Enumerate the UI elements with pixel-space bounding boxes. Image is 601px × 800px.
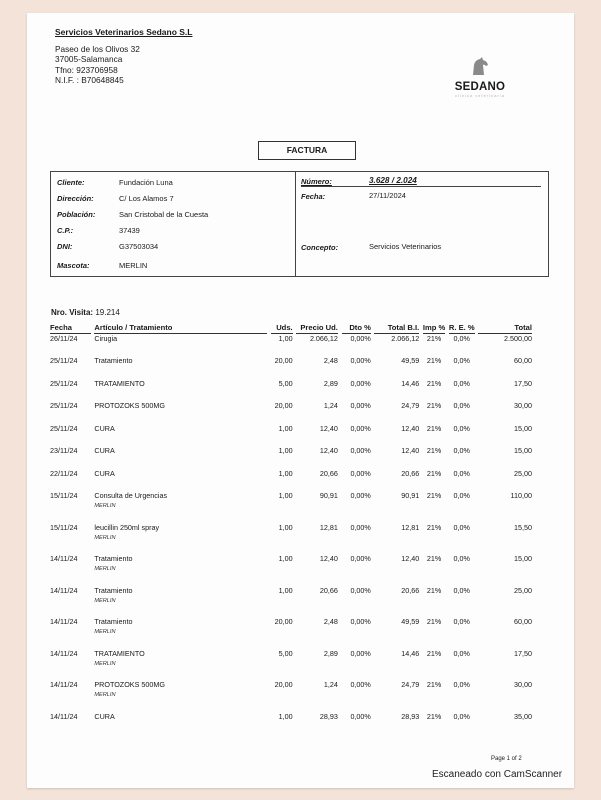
cell-uds: 1,00 [278,423,293,433]
cell-articulo [94,334,267,357]
cell-articulo [94,586,267,618]
item-description: Tratamiento [94,585,133,595]
cell-dto: 0,00% [350,401,371,410]
item-pet-name: MERLIN [94,503,116,509]
header-articulo: Artículo / Tratamiento [94,323,267,334]
cell-dto: 0,00% [350,680,371,689]
cell-re: 0,0% [453,356,470,365]
item-description: PROTOZOKS 500MG [94,401,165,410]
cell-articulo [94,680,267,712]
direccion-value: C/ Los Alamos 7 [119,194,174,203]
page-indicator: Page 1 of 2 [491,756,522,762]
cell-re: 0,0% [453,680,470,689]
cell-total: 2.500,00 [504,334,532,343]
cell-total: 15,00 [514,446,532,455]
cell-fecha: 25/11/24 [50,401,78,410]
concepto-label: Concepto: [301,243,339,252]
cell-uds: 1,00 [278,446,293,455]
cell-precio: 2,89 [323,648,338,658]
item-description: leucillin 250ml spray [94,522,160,532]
cell-uds: 1,00 [278,711,293,721]
horse-logo-icon [469,56,491,76]
cell-precio: 2,48 [323,617,338,626]
cell-imp: 21% [426,648,442,658]
item-description: PROTOZOKS 500MG [94,680,165,689]
cell-total-bi: 2.066,12 [391,334,420,343]
cell-re: 0,0% [453,378,470,388]
cell-imp: 21% [426,554,442,563]
table-row [50,446,532,469]
cell-fecha: 14/11/24 [50,585,78,595]
header-re: R. E. % [448,323,475,332]
cell-precio: 12,40 [319,554,338,563]
cliente-value: Fundación Luna [119,178,173,187]
mascota-label: Mascota: [57,261,90,270]
cell-total: 17,50 [514,378,532,388]
cell-uds: 5,00 [278,378,293,388]
cell-total: 15,00 [514,423,532,433]
cell-imp: 21% [426,617,442,626]
item-description: TRATAMIENTO [94,648,145,658]
cell-fecha: 14/11/24 [50,680,78,689]
table-row [50,334,532,357]
cell-fecha: 23/11/24 [50,446,78,455]
cell-articulo [94,712,267,735]
table-row [50,680,532,712]
cell-total: 15,00 [514,554,532,563]
item-pet-name: MERLIN [94,597,116,604]
cell-total: 110,00 [510,491,532,500]
cell-precio: 28,93 [319,711,338,721]
cell-articulo [94,356,267,379]
item-description: Tratamiento [94,554,133,563]
cell-uds: 1,00 [278,334,293,343]
cell-imp: 21% [426,468,442,478]
document-title: FACTURA [258,141,356,160]
cell-articulo [94,617,267,649]
cell-dto: 0,00% [350,585,371,595]
cell-total-bi: 49,59 [401,617,420,626]
cell-total: 35,00 [514,711,532,721]
cell-fecha: 25/11/24 [50,423,78,433]
cell-re: 0,0% [453,522,470,532]
cell-fecha: 15/11/24 [50,491,78,500]
table-row [50,401,532,424]
cell-total: 30,00 [514,401,532,410]
item-description: CURA [94,711,115,721]
cell-imp: 21% [426,585,442,595]
cell-articulo [94,554,267,586]
cell-fecha: 26/11/24 [50,334,78,343]
cell-total-bi: 12,81 [401,522,420,532]
cell-total-bi: 28,93 [401,711,420,721]
table-row [50,424,532,447]
cell-total: 60,00 [514,356,532,365]
cell-dto: 0,00% [350,554,371,563]
cell-precio: 12,81 [319,522,338,532]
cell-imp: 21% [426,680,442,689]
visit-label: Nro. Visita: [51,308,94,317]
numero-underline [301,186,541,187]
cell-imp: 21% [426,446,442,455]
cell-total-bi: 12,40 [401,423,420,433]
cell-precio: 1,24 [323,401,338,410]
header-total: Total [478,323,532,334]
item-pet-name: MERLIN [94,534,116,541]
cell-re: 0,0% [453,423,470,433]
cell-precio: 12,40 [319,446,338,455]
logo-brand: SEDANO [454,81,506,93]
cell-total-bi: 12,40 [401,554,420,563]
scanner-watermark: Escaneado con CamScanner [432,769,563,780]
cell-total: 25,00 [514,585,532,595]
cell-dto: 0,00% [350,423,371,433]
mascota-value: MERLIN [119,261,148,270]
cell-articulo [94,523,267,555]
cell-re: 0,0% [453,554,470,563]
cell-imp: 21% [426,522,442,532]
dni-value: G37503034 [119,242,159,251]
cell-articulo [94,469,267,492]
cp-value: 37439 [119,226,140,235]
cell-precio: 1,24 [323,680,338,689]
cell-re: 0,0% [453,401,470,410]
cell-dto: 0,00% [350,468,371,478]
company-name: Servicios Veterinarios Sedano S.L [55,27,193,37]
header-dto: Dto % [342,323,371,334]
cell-precio: 20,66 [319,468,338,478]
cell-total-bi: 14,46 [401,648,420,658]
cell-dto: 0,00% [350,617,371,626]
cell-articulo [94,424,267,447]
logo-tagline: clinica veterinaria [455,93,505,98]
cell-fecha: 25/11/24 [50,356,78,365]
cell-total: 30,00 [514,680,532,689]
cell-fecha: 14/11/24 [50,554,78,563]
item-description: Tratamiento [94,356,133,365]
cell-imp: 21% [426,401,442,410]
cell-total: 60,00 [514,617,532,626]
header-imp: Imp % [422,323,446,332]
company-address: Paseo de los Olivos 32 [55,43,140,54]
cell-uds: 20,00 [274,617,293,626]
table-row [50,523,532,555]
numero-label: Número: [301,177,332,186]
dni-label: DNI: [57,242,73,251]
table-row [50,469,532,492]
cell-fecha: 25/11/24 [50,378,78,388]
cell-re: 0,0% [453,617,470,626]
cell-fecha: 14/11/24 [50,648,78,658]
cell-dto: 0,00% [350,491,371,500]
cell-fecha: 14/11/24 [50,617,78,626]
cell-uds: 1,00 [278,554,293,563]
cell-uds: 20,00 [274,356,293,365]
cliente-label: Cliente: [57,178,85,187]
item-description: CURA [94,468,115,478]
cell-imp: 21% [426,491,442,500]
item-description: CURA [94,446,115,455]
item-description: Consulta de Urgencias [94,491,168,500]
table-row [50,712,532,735]
item-pet-name: MERLIN [94,629,116,635]
cell-dto: 0,00% [350,522,371,532]
cell-imp: 21% [426,378,442,388]
cell-articulo [94,401,267,424]
cell-total-bi: 24,79 [401,680,420,689]
cell-uds: 1,00 [278,491,293,500]
header-uds: Uds. [271,323,293,334]
visit-number [51,308,120,317]
company-nif: N.I.F. : B70648845 [55,75,124,85]
cell-imp: 21% [426,423,442,433]
cell-total-bi: 14,46 [401,378,420,388]
cell-precio: 12,40 [319,423,338,433]
cell-re: 0,0% [453,446,470,455]
company-phone: Tfno: 923706958 [55,64,118,75]
cell-uds: 20,00 [274,401,293,410]
item-pet-name: MERLIN [94,566,116,572]
table-row [50,554,532,586]
cell-imp: 21% [426,711,442,721]
header-fecha: Fecha [50,323,91,334]
cell-dto: 0,00% [350,648,371,658]
cell-articulo [94,379,267,402]
company-block [55,27,192,86]
cell-fecha: 15/11/24 [50,522,78,532]
item-pet-name: MERLIN [94,692,116,698]
cell-precio: 2,89 [323,378,338,388]
table-row [50,356,532,379]
table-row [50,586,532,618]
poblacion-label: Población: [57,210,96,219]
direccion-label: Dirección: [57,194,94,203]
invoice-page [27,13,574,788]
cell-fecha: 14/11/24 [50,711,78,721]
cell-re: 0,0% [453,491,470,500]
cell-imp: 21% [426,334,442,343]
cell-total-bi: 12,40 [401,446,420,455]
fecha-label: Fecha: [301,192,326,201]
cell-total-bi: 49,59 [401,356,420,365]
cell-total-bi: 20,66 [401,585,420,595]
cell-total: 15,50 [514,522,532,532]
cell-uds: 20,00 [274,680,293,689]
cell-precio: 20,66 [319,585,338,595]
cell-total-bi: 20,66 [401,468,420,478]
cell-uds: 1,00 [278,468,293,478]
cell-uds: 1,00 [278,522,293,532]
table-row [50,649,532,681]
numero-value: 3.628 / 2.024 [369,176,417,185]
cell-dto: 0,00% [350,446,371,455]
cell-total-bi: 24,79 [401,401,420,410]
sedano-logo [450,56,510,98]
cell-total-bi: 90,91 [401,491,420,500]
cell-dto: 0,00% [350,378,371,388]
header-precio: Precio Ud. [296,323,338,334]
cell-precio: 90,91 [319,491,338,500]
visit-value: 19.214 [95,308,120,317]
poblacion-value: San Cristobal de la Cuesta [119,210,209,219]
cell-precio: 2.066,12 [309,334,338,343]
cell-precio: 2,48 [323,356,338,365]
invoice-items-table [50,323,532,734]
cell-imp: 21% [426,356,442,365]
cell-total: 17,50 [514,648,532,658]
cell-uds: 1,00 [278,585,293,595]
header-total-bi: Total B.I. [374,323,419,334]
cell-re: 0,0% [453,334,470,343]
cell-articulo [94,649,267,681]
cell-dto: 0,00% [350,711,371,721]
cp-label: C.P.: [57,226,74,235]
cell-re: 0,0% [453,585,470,595]
cell-articulo [94,446,267,469]
cell-re: 0,0% [453,711,470,721]
item-pet-name: MERLIN [94,660,116,667]
item-description: TRATAMIENTO [94,378,145,388]
fecha-value: 27/11/2024 [369,191,406,200]
cell-total: 25,00 [514,468,532,478]
company-city: 37005-Salamanca [55,54,123,64]
box-divider [295,172,296,276]
item-description: Cirugia [94,334,118,343]
cell-uds: 5,00 [278,648,293,658]
cell-dto: 0,00% [350,356,371,365]
table-row [50,491,532,523]
concepto-value: Servicios Veterinarios [369,242,442,251]
table-row [50,379,532,402]
cell-articulo [94,491,267,523]
client-invoice-box [50,171,549,277]
item-description: CURA [94,423,115,433]
item-description: Tratamiento [94,617,133,626]
table-header-row [50,323,532,334]
cell-fecha: 22/11/24 [50,468,78,478]
cell-re: 0,0% [453,648,470,658]
cell-dto: 0,00% [350,334,371,343]
table-row [50,617,532,649]
cell-re: 0,0% [453,468,470,478]
